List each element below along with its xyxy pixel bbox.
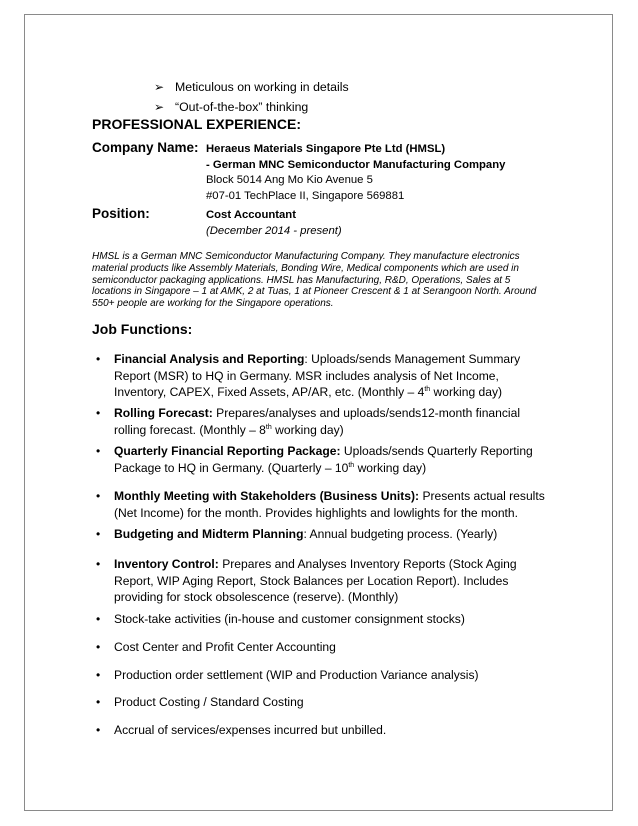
job-function-item (96, 556, 554, 606)
company-address-1: Block 5014 Ang Mo Kio Avenue 5 (206, 174, 373, 186)
job-function-item (96, 443, 554, 476)
company-label: Company Name: (92, 140, 199, 155)
job-function-item (96, 639, 554, 656)
job-function-item (96, 722, 554, 739)
job-function-title: Budgeting and Midterm Planning (114, 527, 304, 541)
bullet-dot-icon: • (96, 557, 101, 571)
job-function-text: Production order settlement (WIP and Production Variance analysis) (114, 668, 479, 682)
job-function-text: Accrual of services/expenses incurred but unbilled. (114, 723, 387, 737)
arrow-bullet-icon: ➢ (154, 100, 165, 114)
bullet-text: “Out-of-the-box” thinking (175, 100, 309, 114)
job-function-item (96, 694, 554, 711)
company-subtitle: - German MNC Semiconductor Manufacturing Company (206, 158, 506, 171)
bullet-dot-icon: • (96, 640, 101, 654)
bullet-dot-icon: • (96, 723, 101, 737)
job-function-item (96, 488, 554, 521)
position-dates: (December 2014 - present) (206, 224, 342, 237)
job-function-text: Stock-take activities (in-house and customer consignment stocks) (114, 612, 465, 626)
bullet-text: Meticulous on working in details (175, 80, 349, 94)
job-function-title: Rolling Forecast: (114, 406, 213, 420)
company-description: HMSL is a German MNC Semiconductor Manufacturing Company. They manufacture electronics material products like Assembly Materials, Bonding Wire, Medical components which are used in semiconductor packaging applications. HMSL has Manufacturing, R&D, Operations, Sales at 5 locations in Singapore – 1 at AMK, 2 at Tuas, 1 at Pioneer Crescent & 1 at Serangoon North. Around 550+ people are working for the Singapore operations. (92, 251, 537, 310)
job-function-text: Uploads/sends Quarterly Reporting Package to HQ in Germany. (Quarterly – 10 (114, 444, 533, 475)
bullet-dot-icon: • (96, 406, 101, 420)
job-function-item: • Financial Analysis and Reporting: Uploads/sends Management Summary Report (MSR) to HQ in Germany. MSR includes analysis of Net Income, Inventory, CAPEX, Fixed Assets, AP/AR, etc. (Monthly – 4th working day) (96, 352, 521, 399)
bullet-dot-icon: • (96, 489, 101, 503)
job-function-text: Annual budgeting process. (Yearly) (309, 527, 498, 541)
job-function-tail: working day) (271, 422, 344, 437)
job-function-text: Cost Center and Profit Center Accounting (114, 640, 336, 654)
bullet-dot-icon: • (96, 612, 101, 626)
position-label: Position: (92, 206, 150, 221)
ordinal-suffix: th (424, 385, 431, 393)
job-function-text: Prepares/analyses and uploads/sends12-month financial rolling forecast. (Monthly – 8 (114, 406, 521, 437)
job-function-item: • Budgeting and Midterm Planning: Annual budgeting process. (Yearly) (96, 527, 498, 541)
arrow-bullet-icon: ➢ (154, 80, 165, 94)
bullet-dot-icon: • (96, 668, 101, 682)
job-function-tail: working day) (430, 385, 503, 399)
job-function-item (96, 667, 554, 684)
job-function-item (96, 611, 554, 628)
job-function-title: Inventory Control: (114, 557, 219, 571)
bullet-dot-icon: • (96, 352, 101, 366)
section-heading: PROFESSIONAL EXPERIENCE: (92, 116, 302, 132)
job-function-title: Quarterly Financial Reporting Package: (114, 444, 341, 458)
job-function-title: Monthly Meeting with Stakeholders (Business Units): (114, 489, 420, 503)
company-address-2: #07-01 TechPlace II, Singapore 569881 (206, 189, 405, 202)
company-name: Heraeus Materials Singapore Pte Ltd (HMSL) (206, 143, 446, 155)
job-function-text: Prepares and Analyses Inventory Reports (Stock Aging Report, WIP Aging Report, Stock Balances per Location Report). Includes providing for stock obsolescence (reserve). (Monthly) (114, 557, 517, 604)
ordinal-suffix: th (348, 461, 355, 469)
job-function-text: Product Costing / Standard Costing (114, 695, 304, 709)
job-function-title: Financial Analysis and Reporting (114, 352, 305, 366)
job-function-text: Presents actual results (Net Income) for the month. Provides highlights and lowlights for the month. (114, 489, 545, 520)
bullet-dot-icon: • (96, 527, 101, 541)
bullet-dot-icon: • (96, 695, 101, 709)
position-block (206, 208, 342, 239)
job-function-item (96, 405, 554, 438)
job-functions-heading: Job Functions: (92, 321, 193, 337)
bullet-dot-icon: • (96, 444, 101, 458)
ordinal-suffix: th (265, 423, 272, 431)
job-function-text: Uploads/sends Management Summary Report (MSR) to HQ in Germany. MSR includes analysis of Net Income, Inventory, CAPEX, Fixed Assets, AP/AR, etc. (Monthly – 4 (114, 352, 521, 399)
position-title: Cost Accountant (206, 209, 296, 221)
job-function-tail: working day) (354, 460, 427, 475)
company-block (206, 142, 505, 204)
